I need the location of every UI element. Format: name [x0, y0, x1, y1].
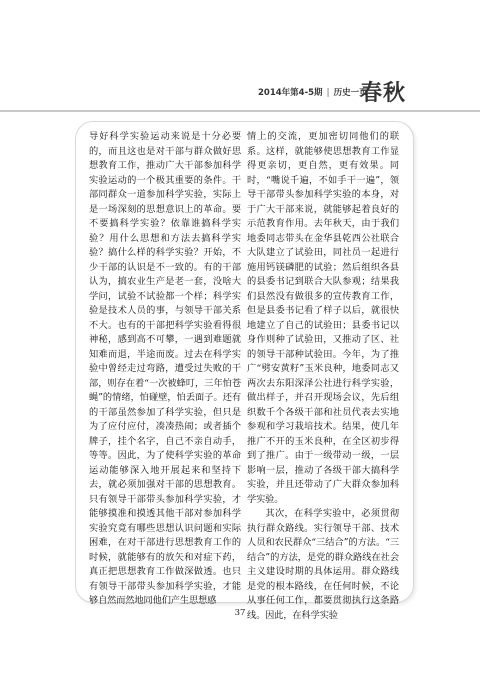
paragraph: 其次，在科学实验中，必须贯彻执行群众路线。实行领导干部、技术人员和农民群众“三结合”的方法。“三结合”的方法，是党的群众路线在社会主义建设时期的具体运用。群众路线是党的根本路线，在任何时候，不论从事任何工作，都要贯彻执行这条路线。因此，在科学实验: [247, 508, 399, 621]
header-rule: [0, 110, 480, 112]
paragraph: 导好科学实验运动来说是十分必要的，而且这也是对干部与群众做好思想教育工作，推动广大干部参加科学实验运动的一个极其重要的条件。干部同群众一道参加科学实验，实际上是一场深刻的思想意识上的革命。要不要搞科学实验？依靠谁搞科学实验？用什么思想和方法去搞科学实验？搞什么样的科学实验？开始，不少干部的认识是不一致的。有的干部认为，搞农业生产是老一套，没啥大学问，试验不试验都一个样；科学实验是技术人员的事，与领导干部关系不大。也有的干部把科学实验看得很神秘，感到高不可攀，一遇到难题就知难而退，半途而废。过去在科学实验中曾经走过弯路，遭受过失败的干部，则存在着“一次被蜂叮，三年怕苍蝇”的情绪，怕碰壁，怕丢面子。还有的干部虽然参加了科学实验，但只是为了应付应付，凑凑热闹；或者插个牌子，挂个名字，自己不亲自动手，等等。因此，为了使科学实验的革命运动能够深入地开展起来和坚持下去，就必须加强对干部的思想教育。只有领导干部带头参加科学实验，才能够摸准和摸透其他干部对参加科学实验究竟有哪些思想认识问题和实际困难，在对干部进行思想教育工作的时候，就能够有的放矢和对症下药，真正把思想教育工作做深做透。也只有领导干部带头参加科学实验，才能够自然而然地同他们产生思想感: [89, 131, 241, 606]
text-column-right: [247, 130, 399, 623]
issue-label: 2014年第4-5期: [258, 88, 323, 98]
magazine-logo: 春秋: [360, 80, 407, 106]
text-column-left: [89, 130, 241, 609]
page-number: 37: [234, 608, 246, 618]
issue-line: [258, 86, 368, 98]
separator: |: [326, 88, 330, 98]
page-header: [0, 78, 480, 112]
paragraph: 情上的交流，更加密切同他们的联系。这样，就能够使思想教育工作显得更亲切，更自然，更有效果。同时，“嘴说千遍，不如手干一遍”，领导干部带头参加科学实验的本身，对于广大干部来说，就能够起着良好的示范教育作用。去年秋天，由于我们地委同志带头在金华县乾西公社联合大队建立了试验田，同社员一起进行施用钙镁磷肥的试验；然后组织各县的县委书记到联合大队参观；结果我们县然没有做很多的宣传教育工作，但是县委书记看了样子以后，就很快地建立了自己的试验田；县委书记以身作则种了试验田，又推动了区、社的领导干部种试验田。今年，为了推广“劈安黄籽”玉米良种，地委同志又两次去东阳深泽公社进行科学实验，做出样子，并召开现场会议，先后组织数千个各级干部和社员代表去实地参观和学习栽培技术。结果，使几年推广不开的玉米良种，在全区初步得到了推广。由于一级带动一级，一层影响一层，推动了各级干部大搞科学实验，并且还带动了广大群众参加科学实验。: [247, 131, 399, 505]
section-label: 历史一页: [333, 88, 368, 98]
